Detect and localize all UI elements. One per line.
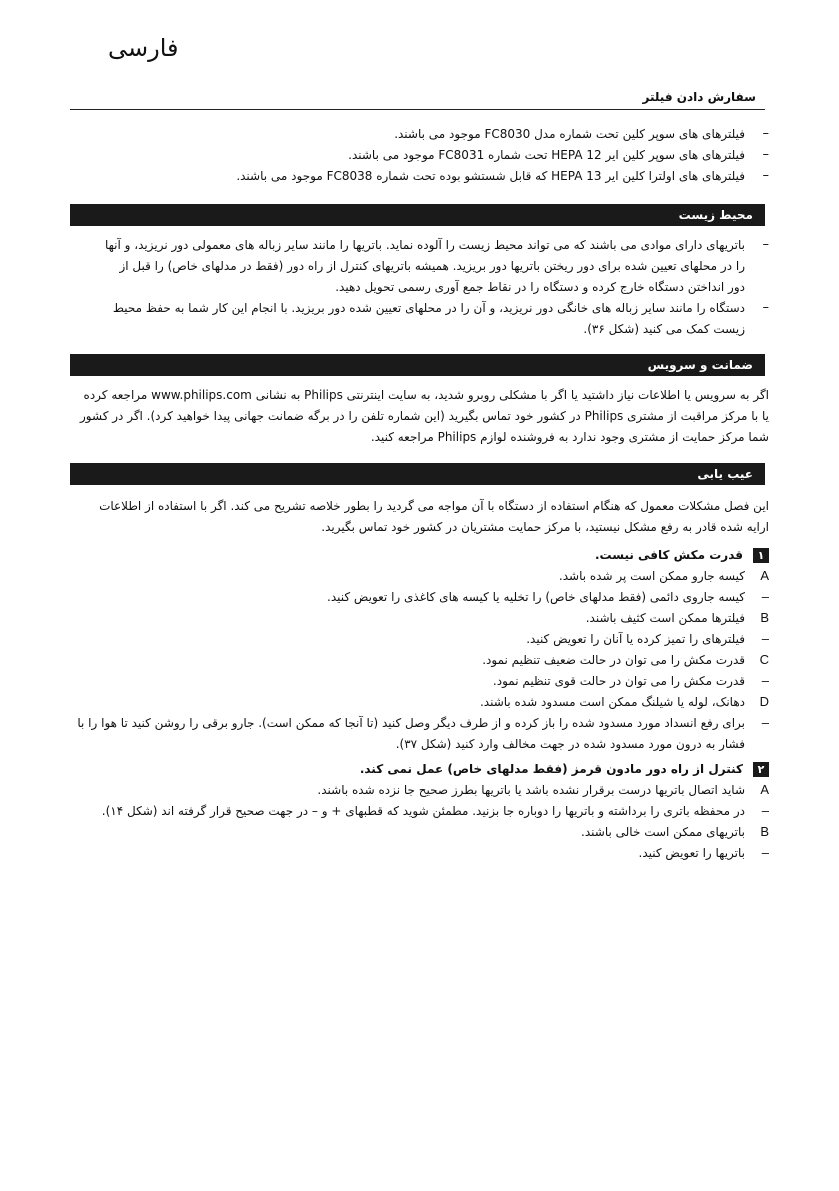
row-marker: – bbox=[761, 673, 769, 688]
list-item bbox=[70, 166, 769, 186]
problem-number-badge: ۲ bbox=[753, 762, 769, 777]
list-item-text: را در محلهای تعیین شده برای دور ریختن باتریها دور بریزید. همیشه باتریهای کنترل از راه دور (فقط در مدلهای خاص) را قبل از bbox=[119, 259, 745, 273]
paragraph-line: یا با مرکز مراقبت از مشتری Philips در کشور خود تماس بگیرید (این شماره تلفن را در برگه ضمانت جهانی پیدا خواهید کرد). اگر در کشور bbox=[80, 409, 769, 423]
guarantee-heading-bar bbox=[70, 354, 765, 376]
row-marker: – bbox=[761, 803, 769, 818]
row-text: کیسه جاروی دائمی (فقط مدلهای خاص) را تخلیه یا کیسه های کاغذی را تعویض کنید. bbox=[327, 590, 745, 604]
heading-rule bbox=[70, 109, 765, 110]
list-item-text: دستگاه را مانند سایر زباله های خانگی دور نریزید، و آن را در محلهای تعیین شده دور بریزید. با انجام این کار شما به حفظ محیط bbox=[112, 301, 745, 315]
problem-row bbox=[70, 713, 769, 733]
language-title: فارسی bbox=[108, 34, 179, 62]
problem-title: قدرت مکش کافی نیست. bbox=[594, 548, 743, 562]
list-item-text: دور انداختن دستگاه خارج کرده و دستگاه را در نقاط جمع آوری رسمی تحویل دهید. bbox=[335, 280, 745, 294]
row-marker: – bbox=[761, 715, 769, 730]
problem-row bbox=[70, 566, 769, 586]
dash-marker: – bbox=[762, 300, 769, 315]
row-marker: A bbox=[760, 782, 769, 797]
problem-row bbox=[70, 734, 769, 754]
list-item-text: فیلترهای های سوپر کلین ایر HEPA 12 تحت شماره FC8031 موجود می باشند. bbox=[348, 148, 745, 162]
dash-marker: – bbox=[762, 237, 769, 252]
row-text: برای رفع انسداد مورد مسدود شده را باز کرده و از طرف دیگر وصل کنید (تا آنجا که ممکن است). جارو برقی را روشن کنید تا هوا را با bbox=[77, 716, 745, 730]
troubleshooting-heading-bar bbox=[70, 463, 765, 485]
row-text: شاید اتصال باتریها درست برقرار نشده باشد یا باتریها بطرز صحیح جا نزده شده باشند. bbox=[317, 783, 745, 797]
row-text: در محفظه باتری را برداشته و باتریها را دوباره جا بزنید. مطمئن شوید که قطبهای + و – در جهت صحیح قرار گرفته اند (شکل ۱۴). bbox=[101, 804, 745, 818]
paragraph-line: شما مرکز حمایت از مشتری وجود ندارد به فروشنده لوازم Philips مراجعه کنید. bbox=[370, 430, 769, 444]
row-marker: – bbox=[761, 589, 769, 604]
problem-row bbox=[70, 692, 769, 712]
problem-row bbox=[70, 801, 769, 821]
row-marker: A bbox=[760, 568, 769, 583]
list-item-text: زیست کمک می کنید (شکل ۳۶). bbox=[583, 322, 745, 336]
problem-row bbox=[70, 608, 769, 628]
row-marker: B bbox=[760, 610, 769, 625]
row-marker: D bbox=[759, 694, 769, 709]
problem-row bbox=[70, 843, 769, 863]
row-text: فشار به درون مورد مسدود شده در جهت مخالف وارد کنید (شکل ۳۷). bbox=[395, 737, 745, 751]
list-item-text: باتریهای دارای موادی می باشند که می تواند محیط زیست را آلوده نماید. باتریها را مانند سایر زباله های معمولی دور نریزید، و آنها bbox=[104, 238, 745, 252]
problem-row bbox=[70, 780, 769, 800]
row-text: قدرت مکش را می توان در حالت قوی تنظیم نمود. bbox=[492, 674, 745, 688]
guarantee-heading: ضمانت و سرویس bbox=[647, 358, 753, 372]
list-item bbox=[70, 124, 769, 144]
paragraph-line: اگر به سرویس یا اطلاعات نیاز داشتید یا اگر با مشکلی روبرو شدید، به سایت اینترنتی Philips به نشانی www.philips.com مراجعه کرده bbox=[83, 388, 769, 402]
problem-row bbox=[70, 671, 769, 691]
paragraph-line: این فصل مشکلات معمول که هنگام استفاده از دستگاه با آن مواجه می گردید را بطور خلاصه تشریح می کند. اگر با استفاده از اطلاعات bbox=[99, 499, 769, 513]
list-item-continuation bbox=[70, 277, 769, 297]
problem-heading bbox=[70, 545, 769, 565]
list-item bbox=[70, 145, 769, 165]
row-marker: – bbox=[761, 631, 769, 646]
dash-marker: – bbox=[762, 168, 769, 183]
row-text: فیلترها ممکن است کثیف باشند. bbox=[585, 611, 745, 625]
row-text: کیسه جارو ممکن است پر شده باشد. bbox=[558, 569, 745, 583]
problem-title: کنترل از راه دور مادون قرمز (فقط مدلهای خاص) عمل نمی کند. bbox=[359, 762, 743, 776]
environment-heading-bar bbox=[70, 204, 765, 226]
list-item bbox=[70, 298, 769, 318]
row-text: دهانک، لوله یا شیلنگ ممکن است مسدود شده باشند. bbox=[479, 695, 745, 709]
row-text: قدرت مکش را می توان در حالت ضعیف تنظیم نمود. bbox=[482, 653, 745, 667]
problem-row bbox=[70, 587, 769, 607]
environment-heading: محیط زیست bbox=[678, 208, 753, 222]
problem-number-badge: ۱ bbox=[753, 548, 769, 563]
problem-row bbox=[70, 822, 769, 842]
list-item-continuation bbox=[70, 319, 769, 339]
list-item-text: فیلترهای های سوپر کلین تحت شماره مدل FC8030 موجود می باشند. bbox=[394, 127, 745, 141]
row-marker: C bbox=[759, 652, 769, 667]
problem-heading bbox=[70, 759, 769, 779]
list-item bbox=[70, 235, 769, 255]
list-item-text: فیلترهای های اولترا کلین ایر HEPA 13 که قابل شستشو بوده تحت شماره FC8038 موجود می باشند. bbox=[236, 169, 745, 183]
row-text: فیلترهای را تمیز کرده یا آنان را تعویض کنید. bbox=[526, 632, 745, 646]
dash-marker: – bbox=[762, 126, 769, 141]
problem-row bbox=[70, 629, 769, 649]
row-text: باتریهای ممکن است خالی باشند. bbox=[581, 825, 745, 839]
paragraph-line: ارایه شده قادر به رفع مشکل نیستید، با مرکز حمایت مشتریان در کشور خود تماس بگیرید. bbox=[321, 520, 769, 534]
problem-row bbox=[70, 650, 769, 670]
dash-marker: – bbox=[762, 147, 769, 162]
row-marker: B bbox=[760, 824, 769, 839]
row-text: باتریها را تعویض کنید. bbox=[638, 846, 745, 860]
list-item-continuation bbox=[70, 256, 769, 276]
filters-heading: سفارش دادن فیلتر bbox=[642, 90, 756, 104]
troubleshooting-heading: عیب یابی bbox=[697, 467, 753, 481]
row-marker: – bbox=[761, 845, 769, 860]
